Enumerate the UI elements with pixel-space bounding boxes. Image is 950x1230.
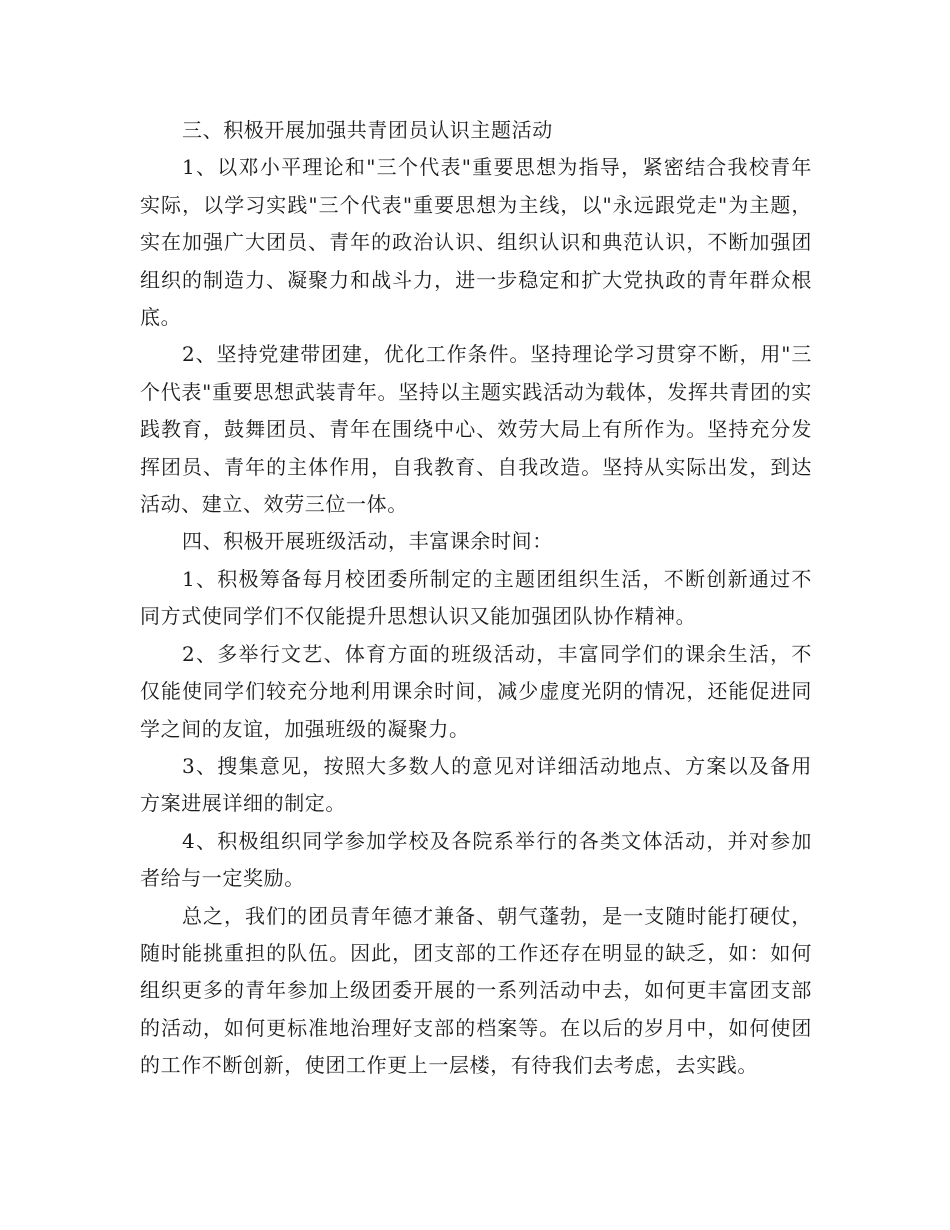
section-heading-4: 四、积极开展班级活动，丰富课余时间：: [182, 529, 553, 554]
paragraph-4-2: 2、多举行文艺、体育方面的班级活动，丰富同学们的课余生活，不仅能使同学们较充分地利用课余时间，减少虚度光阴的情况，还能促进同学之间的友谊，加强班级的凝聚力。: [140, 641, 812, 741]
paragraph-3-2: 2、坚持党建带团建，优化工作条件。坚持理论学习贯穿不断，用"三个代表"重要思想武装青年。坚持以主题实践活动为载体，发挥共青团的实践教育，鼓舞团员、青年在围绕中心、效劳大局上有所作为。坚持充分发挥团员、青年的主体作用，自我教育、自我改造。坚持从实际出发，到达活动、建立、效劳三位一体。: [140, 342, 812, 517]
paragraph-4-3: 3、搜集意见，按照大多数人的意见对详细活动地点、方案以及备用方案进展详细的制定。: [140, 753, 812, 816]
document-body: [140, 112, 812, 1085]
paragraph-3-1: 1、以邓小平理论和"三个代表"重要思想为指导，紧密结合我校青年实际，以学习实践"三个代表"重要思想为主线，以"永远跟党走"为主题，实在加强广大团员、青年的政治认识、组织认识和典范认识，不断加强团组织的制造力、凝聚力和战斗力，进一步稳定和扩大党执政的青年群众根底。: [140, 155, 812, 330]
conclusion-paragraph: 总之，我们的团员青年德才兼备、朝气蓬勃，是一支随时能打硬仗，随时能挑重担的队伍。因此，团支部的工作还存在明显的缺乏，如：如何组织更多的青年参加上级团委开展的一系列活动中去，如何更丰富团支部的活动，如何更标准地治理好支部的档案等。在以后的岁月中，如何使团的工作不断创新，使团工作更上一层楼，有待我们去考虑，去实践。: [140, 903, 812, 1078]
paragraph-4-1: 1、积极筹备每月校团委所制定的主题团组织生活，不断创新通过不同方式使同学们不仅能提升思想认识又能加强团队协作精神。: [140, 566, 812, 629]
section-heading-3: 三、积极开展加强共青团员认识主题活动: [182, 118, 553, 142]
paragraph-4-4: 4、积极组织同学参加学校及各院系举行的各类文体活动，并对参加者给与一定奖励。: [140, 828, 812, 891]
